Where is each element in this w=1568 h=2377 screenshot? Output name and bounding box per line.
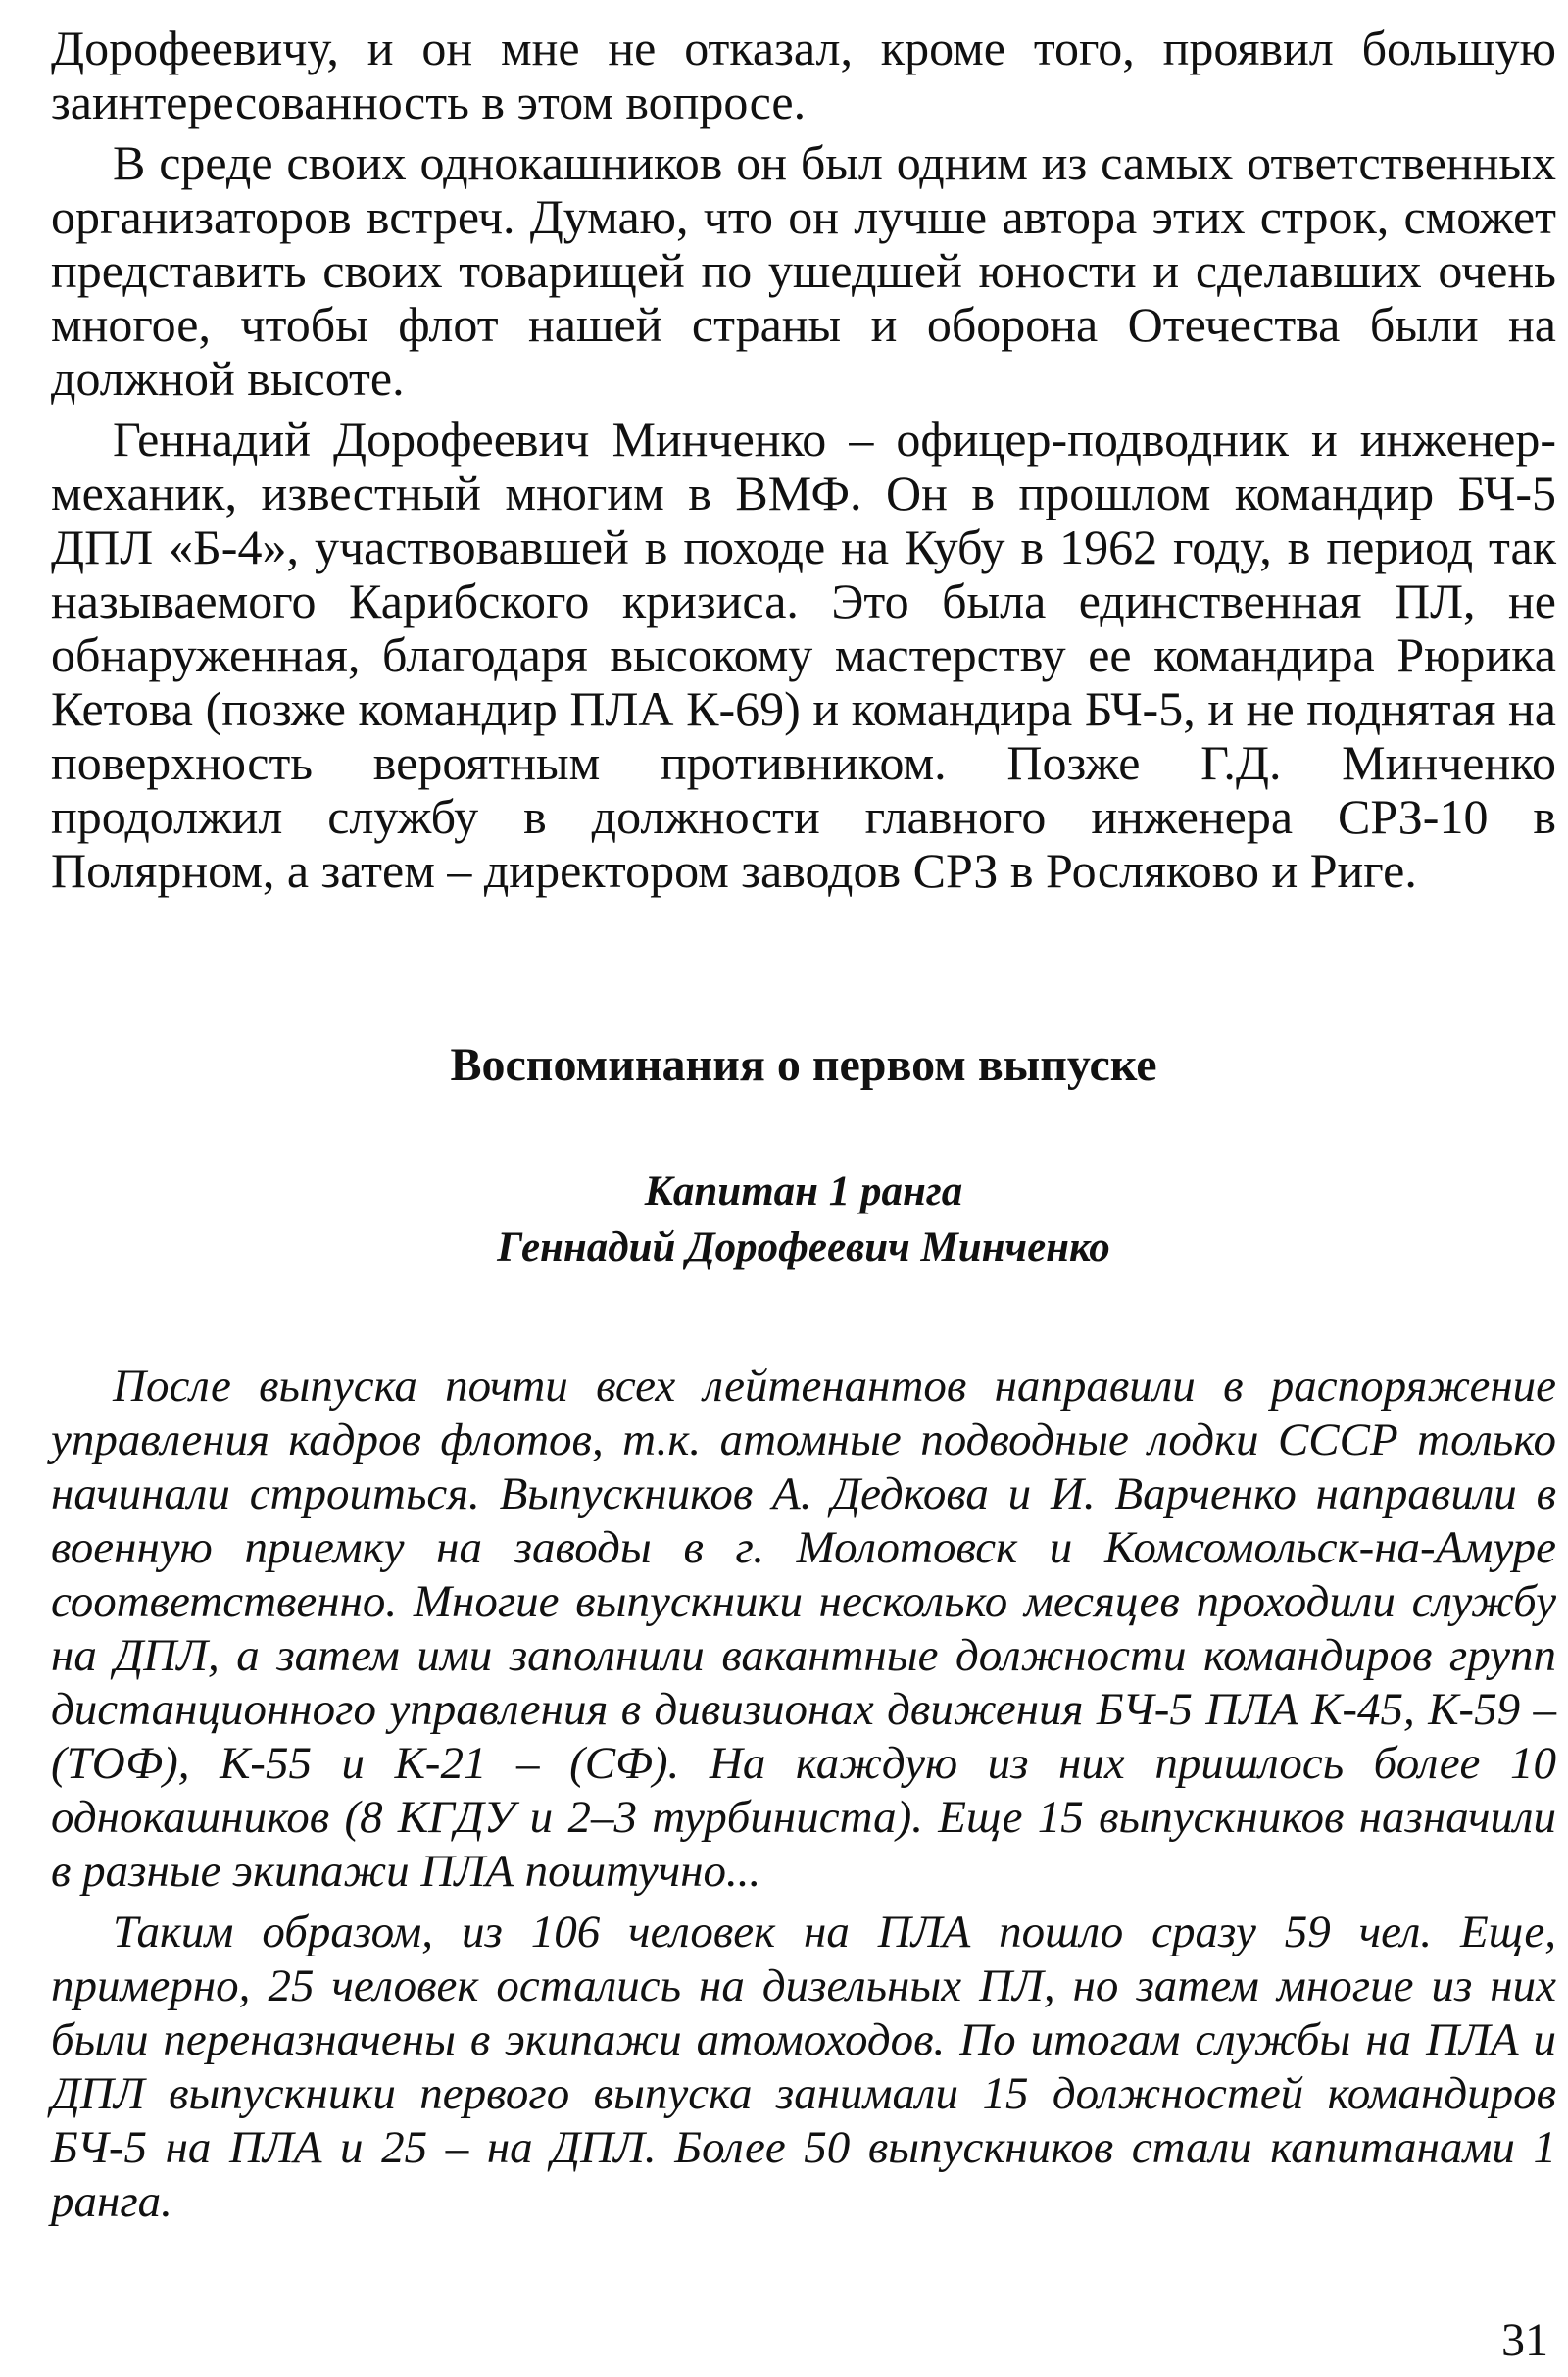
author-name: Геннадий Дорофеевич Минченко (497, 1224, 1110, 1270)
intro-text (51, 1360, 1556, 2229)
page-number: 31 (1501, 2314, 1548, 2366)
document-page (51, 22, 1556, 2229)
author-rank: Капитан 1 ранга (644, 1168, 963, 1214)
body-paragraph: Геннадий Дорофеевич Минченко – офицер-подводник и инженер-механик, известный многим в ВМФ. Он в прошлом командир БЧ-5 ДПЛ «Б-4», участвовавшей в походе на Кубу в 1962 году, в период так называемого Карибского кризиса. Это была единственная ПЛ, не обнаруженная, благодаря высокому мастерству ее командира Рюрика Кетова (позже командир ПЛА К-69) и командира БЧ-5, и не поднятая на поверхность вероятным противником. Позже Г.Д. Минченко продолжил службу в должности главного инженера СРЗ-10 в Полярном, а затем – директором заводов СРЗ в Росляково и Риге. (51, 412, 1556, 898)
author-byline (51, 1164, 1556, 1275)
body-paragraph: В среде своих однокашников он был одним из самых ответственных организаторов встреч. Думаю, что он лучше автора этих строк, сможет представить своих товарищей по ушедшей юности и сделавших очень многое, чтобы флот нашей страны и оборона Отечества были на должной высоте. (51, 135, 1556, 406)
intro-paragraph: Таким образом, из 106 человек на ПЛА пошло сразу 59 чел. Еще, примерно, 25 человек остались на дизельных ПЛ, но затем многие из них были переназначены в экипажи атомоходов. По итогам службы на ПЛА и ДПЛ выпускники первого выпуска занимали 15 должностей командиров БЧ-5 на ПЛА и 25 – на ДПЛ. Более 50 выпускников стали капитанами 1 ранга. (51, 1907, 1556, 2227)
section-title: Воспоминания о первом выпуске (450, 1039, 1157, 1091)
body-paragraph: Дорофеевичу, и он мне не отказал, кроме того, проявил большую заинтересованность в этом вопросе. (51, 21, 1556, 129)
body-text (51, 22, 1556, 898)
intro-paragraph: После выпуска почти всех лейтенантов направили в распоряжение управления кадров флотов, т.к. атомные подводные лодки СССР только начинали строиться. Выпускников А. Дедкова и И. Варченко направили в военную приемку на заводы в г. Молотовск и Комсомольск-на-Амуре соответственно. Многие выпускники несколько месяцев проходили службу на ДПЛ, а затем ими заполнили вакантные должности командиров групп дистанционного управления в дивизионах движения БЧ-5 ПЛА К-45, К-59 – (ТОФ), К-55 и К-21 – (СФ). На каждую из них пришлось более 10 однокашников (8 КГДУ и 2–3 турбиниста). Еще 15 выпускников назначили в разные экипажи ПЛА поштучно... (51, 1361, 1556, 1897)
